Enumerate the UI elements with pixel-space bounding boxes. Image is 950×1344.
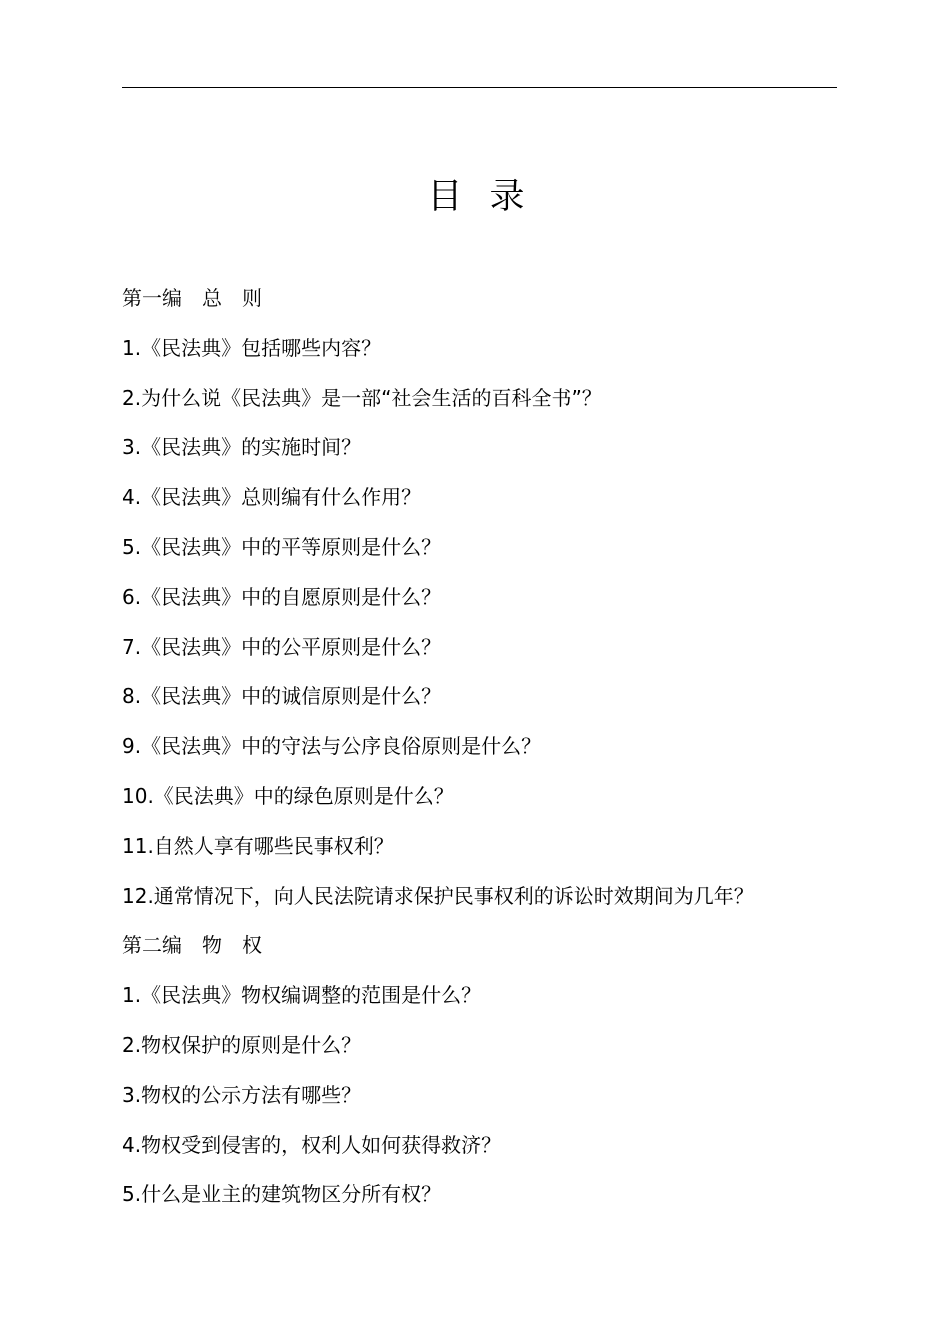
- toc-entry: 5.什么是业主的建筑物区分所有权？: [122, 1182, 442, 1207]
- table-of-contents: [122, 280, 902, 1226]
- toc-entry: 5.《民法典》中的平等原则是什么？: [122, 534, 442, 559]
- toc-entry: 1.《民法典》包括哪些内容？: [122, 335, 382, 360]
- toc-entry: 9.《民法典》中的守法与公序良俗原则是什么？: [122, 734, 542, 759]
- toc-entry: 12.通常情况下，向人民法院请求保护民事权利的诉讼时效期间为几年？: [122, 883, 754, 908]
- toc-entry: 7.《民法典》中的公平原则是什么？: [122, 634, 442, 659]
- toc-entry: 3.《民法典》的实施时间？: [122, 435, 362, 460]
- toc-entry: 10.《民法典》中的绿色原则是什么？: [122, 783, 454, 808]
- header-rule: [122, 87, 837, 88]
- page-title: 目 录: [427, 177, 533, 217]
- toc-entry: 2.物权保护的原则是什么？: [122, 1032, 362, 1057]
- toc-entry: 8.《民法典》中的诚信原则是什么？: [122, 684, 442, 709]
- toc-entry: 6.《民法典》中的自愿原则是什么？: [122, 584, 442, 609]
- toc-entry: 1.《民法典》物权编调整的范围是什么？: [122, 983, 482, 1008]
- toc-entry: 2.为什么说《民法典》是一部“社会生活的百科全书”？: [122, 385, 602, 410]
- toc-entry: 4.《民法典》总则编有什么作用？: [122, 485, 422, 510]
- toc-entry: 4.物权受到侵害的，权利人如何获得救济？: [122, 1132, 502, 1157]
- toc-part-heading: 第二编 物 权: [122, 933, 262, 958]
- toc-part-heading: 第一编 总 则: [122, 286, 262, 310]
- toc-entry: 11.自然人享有哪些民事权利？: [122, 833, 394, 858]
- toc-entry: 3.物权的公示方法有哪些？: [122, 1082, 362, 1107]
